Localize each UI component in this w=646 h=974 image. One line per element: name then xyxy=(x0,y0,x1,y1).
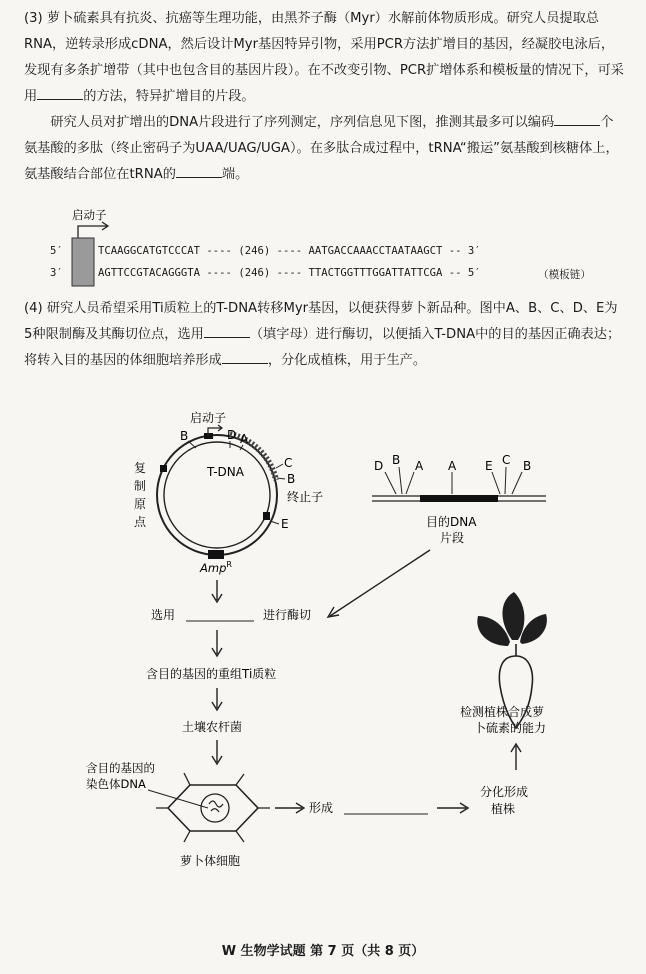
fragment-site-a-mid: A xyxy=(448,459,457,473)
fragment-site-c: C xyxy=(502,453,511,467)
answer-blank-amino-acids[interactable] xyxy=(554,111,600,126)
site-b-right-tick xyxy=(277,478,285,479)
page-footer: W 生物学试题 第 7 页（共 8 页） xyxy=(221,944,425,959)
radish-cell-nucleus xyxy=(201,794,229,822)
q4-text-a: (4) 研究人员希望采用Ti质粒上的T-DNA转移Myr基因，以便获得萝卜新品种。图中A、B、C、D、E为5种限制酶及其酶切位点，选用 xyxy=(24,301,618,342)
answer-blank-trna-end[interactable] xyxy=(176,163,222,178)
radish-cell-wall xyxy=(168,785,258,831)
radish-cell-label: 萝卜体细胞 xyxy=(180,854,241,868)
sequence-promoter-label: 启动子 xyxy=(72,208,107,222)
arrow-step1-down-icon xyxy=(212,630,222,656)
step1-select-label: 选用 xyxy=(151,608,176,622)
q3-paragraph-1: (3) 萝卜硫素具有抗炎、抗癌等生理功能，由黑芥子酶（Myr）水解前体物质形成。研究人员提取总RNA，逆转录形成cDNA，然后设计Myr基因特异引物，采用PCR方法扩增目的基因，经凝胶电泳后，发现有多条扩增带（其中也包含目的基因片段）。在不改变引物、PCR扩增体系和模板量的情况下，可采用 xyxy=(24,11,624,104)
site-b-tick xyxy=(188,441,196,448)
fragment-site-b-left: B xyxy=(392,453,401,467)
question-3 xyxy=(24,6,624,188)
origin-label-4: 点 xyxy=(134,515,147,529)
origin-label-2: 制 xyxy=(134,479,147,493)
site-b-right: B xyxy=(287,472,296,486)
q3-paragraph-2a: 研究人员对扩增出的DNA片段进行了序列测定，序列信息见下图，推测其最多可以编码 xyxy=(50,115,555,130)
t-dna-label: T-DNA xyxy=(207,465,244,479)
site-c-tick xyxy=(276,464,283,468)
arrow-step3-down-icon xyxy=(212,740,222,764)
detect-label-2: 卜硫素的能力 xyxy=(474,721,547,735)
ti-plasmid-diagram xyxy=(0,410,646,930)
plasmid-block-left xyxy=(160,465,167,472)
arrow-plasmid-down-icon xyxy=(212,580,222,602)
target-gene-block xyxy=(420,495,498,502)
q3-paragraph-2b: 个氨基酸的多肽（终止密码子为UAA/UAG/UGA）。在多肽合成过程中，tRNA“搬运”氨基酸到核糖体上，氨基酸结合部位在tRNA的 xyxy=(24,115,619,182)
differentiate-label-1: 分化形成 xyxy=(480,785,529,799)
ti-plasmid-outer-ring xyxy=(157,435,277,555)
arrow-form-right-icon xyxy=(437,803,468,813)
top-strand-5-label: 5′ xyxy=(50,245,63,257)
arrow-up-icon xyxy=(511,744,521,770)
site-d: D xyxy=(227,428,237,442)
chromosome-dna-icon xyxy=(209,801,223,812)
step2-recombinant-plasmid: 含目的基因的重组Ti质粒 xyxy=(146,667,277,681)
chromosome-pointer xyxy=(148,790,208,808)
origin-label-1: 复 xyxy=(134,461,147,475)
fragment-site-e: E xyxy=(485,459,493,473)
question-4 xyxy=(24,296,624,374)
origin-label-3: 原 xyxy=(134,497,147,511)
differentiate-label-2: 植株 xyxy=(491,802,516,816)
promoter-box xyxy=(72,238,94,286)
target-dna-label-1: 目的DNA xyxy=(426,515,477,529)
top-strand-sequence: TCAAGGCATGTCCCAT ---- (246) ---- AATGACCAAACCTAATAAGCT -- 3′ xyxy=(98,245,481,257)
target-dna-label-2: 片段 xyxy=(440,531,465,545)
site-a-top: A xyxy=(240,432,249,446)
q4-text-c: ，分化成植株，用于生产。 xyxy=(267,353,427,368)
ti-plasmid-inner-ring xyxy=(164,442,270,548)
form-label: 形成 xyxy=(309,801,334,815)
arrow-fragment-diagonal-icon xyxy=(328,550,430,617)
amp-label: Amp$^R$ xyxy=(200,560,232,575)
bottom-strand-3-label: 3′ xyxy=(50,267,63,279)
plasmid-promoter-label: 启动子 xyxy=(190,411,227,425)
amp-resistance-marker xyxy=(208,550,224,559)
site-e: E xyxy=(281,517,289,531)
site-c: C xyxy=(284,456,293,470)
fragment-site-a-left: A xyxy=(415,459,424,473)
chromosome-label-1: 含目的基因的 xyxy=(86,761,155,775)
step3-agrobacterium: 土壤农杆菌 xyxy=(182,720,243,734)
q3-paragraph-2c: 端。 xyxy=(221,167,249,182)
answer-blank-callus[interactable] xyxy=(222,349,268,364)
answer-blank-enzymes[interactable] xyxy=(204,323,250,338)
bottom-strand-sequence: AGTTCCGTACAGGGTA ---- (246) ---- TTACTGGTTTGGATTATTCGA -- 5′ xyxy=(98,267,481,279)
step1-cut-label: 进行酶切 xyxy=(263,608,312,622)
terminator-label: 终止子 xyxy=(287,490,324,504)
fragment-site-b-right: B xyxy=(523,459,532,473)
arrow-step2-down-icon xyxy=(212,688,222,710)
detect-label-1: 检测植株合成萝 xyxy=(460,705,545,719)
arrow-cell-right-icon xyxy=(275,803,304,813)
q4-text-b: （填字母）进行酶切，以便插入T-DNA中的目的基因正确表达；将转入目的基因的体细胞培养形成 xyxy=(24,327,621,368)
site-b-top: B xyxy=(180,429,189,443)
template-strand-label: （模板链） xyxy=(538,269,591,281)
chromosome-label-2: 染色体DNA xyxy=(86,777,146,791)
fragment-site-d: D xyxy=(374,459,384,473)
plasmid-block-right xyxy=(263,512,270,520)
answer-blank-method[interactable] xyxy=(37,85,83,100)
q3-paragraph-1-end: 的方法，特异扩增目的片段。 xyxy=(83,89,255,104)
